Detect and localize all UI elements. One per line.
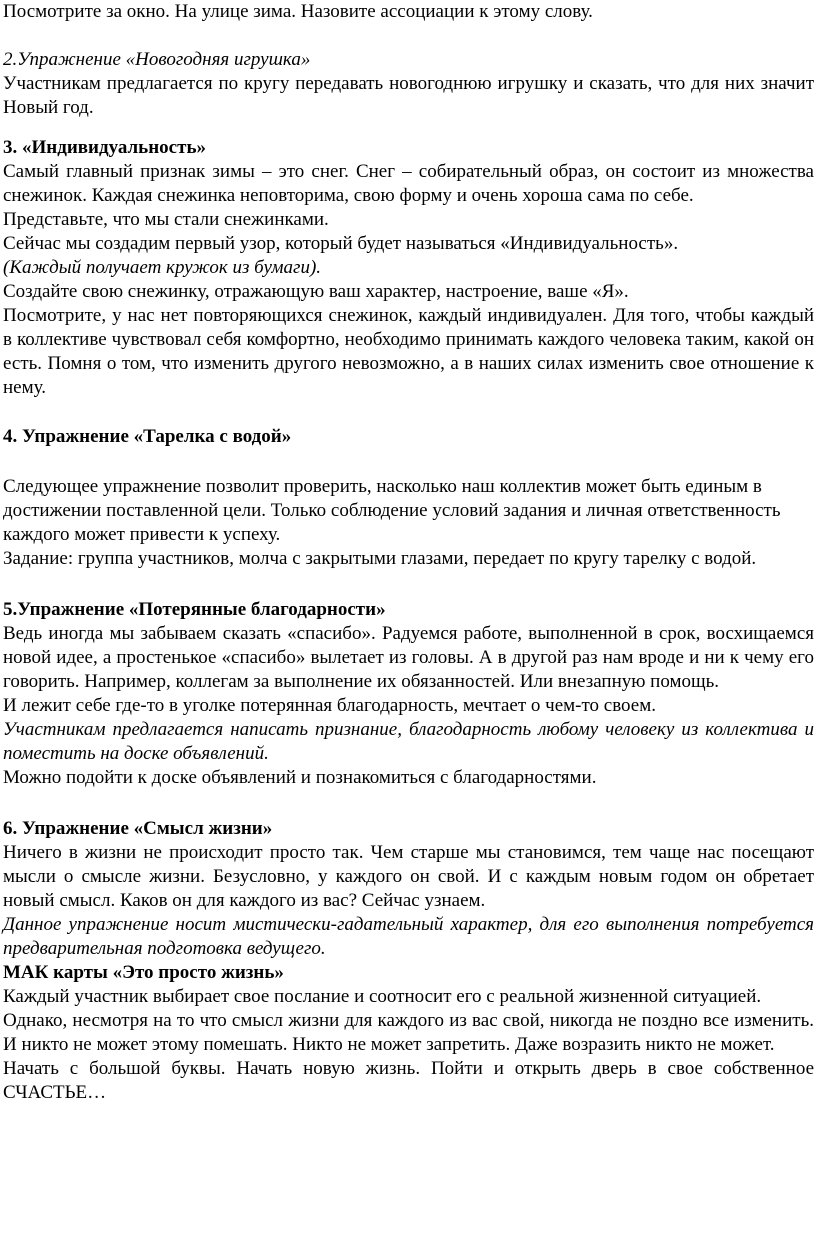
heading-exercise-2: 2.Упражнение «Новогодняя игрушка» bbox=[3, 49, 311, 70]
paragraph-exercise-6-1: Ничего в жизни не происходит просто так. Чем старше мы становимся, тем чаще нас посещают мысли о смысле жизни. Безусловно, у каждого он свой. И с каждым новым годом он обретает новый смысл. Каков он для каждого из вас? Сейчас узнаем. bbox=[3, 842, 814, 911]
paragraph-exercise-4-1: Следующее упражнение позволит проверить, насколько наш коллектив может быть единым в достижении поставленной цели. Только соблюдение условий задания и личная ответственность каждого может привести к успеху. bbox=[3, 476, 781, 545]
paragraph-mak-3: Начать с большой буквы. Начать новую жизнь. Пойти и открыть дверь в свое собственное СЧАСТЬЕ… bbox=[3, 1058, 814, 1103]
paragraph-mak-2: Однако, несмотря на то что смысл жизни для каждого из вас свой, никогда не поздно все изменить. И никто не может этому помешать. Никто не может запретить. Даже возразить никто не может. bbox=[3, 1010, 814, 1055]
heading-exercise-4: 4. Упражнение «Тарелка с водой» bbox=[3, 426, 292, 447]
heading-exercise-3: 3. «Индивидуальность» bbox=[3, 137, 206, 158]
paragraph-intro: Посмотрите за окно. На улице зима. Назовите ассоциации к этому слову. bbox=[3, 1, 593, 22]
heading-exercise-6: 6. Упражнение «Смысл жизни» bbox=[3, 818, 273, 839]
paragraph-exercise-5-1: Ведь иногда мы забываем сказать «спасибо». Радуемся работе, выполненной в срок, восхищаемся новой идее, а простенькое «спасибо» вылетает из головы. А в другой раз нам вроде и ни к чему его говорить. Например, коллегам за выполнение их обязанностей. Или внезапную помощь. bbox=[3, 623, 814, 692]
paragraph-exercise-4-2: Задание: группа участников, молча с закрытыми глазами, передает по кругу тарелку с водой. bbox=[3, 548, 757, 569]
paragraph-exercise-6-2: Данное упражнение носит мистически-гадательный характер, для его выполнения потребуется предварительная подготовка ведущего. bbox=[3, 914, 814, 959]
paragraph-mak-1: Каждый участник выбирает свое послание и соотносит его с реальной жизненной ситуацией. bbox=[3, 986, 762, 1007]
paragraph-exercise-3-5: Создайте свою снежинку, отражающую ваш характер, настроение, ваше «Я». bbox=[3, 281, 629, 302]
paragraph-exercise-3-3: Сейчас мы создадим первый узор, который будет называться «Индивидуальность». bbox=[3, 233, 679, 254]
paragraph-exercise-5-3: Участникам предлагается написать признание, благодарность любому человеку из коллектива и поместить на доске объявлений. bbox=[3, 719, 814, 764]
heading-exercise-5: 5.Упражнение «Потерянные благодарности» bbox=[3, 599, 386, 620]
paragraph-exercise-3-6: Посмотрите, у нас нет повторяющихся снежинок, каждый индивидуален. Для того, чтобы каждый в коллективе чувствовал себя комфортно, необходимо принимать каждого человека таким, какой он есть. Помня о том, что изменить другого невозможно, а в наших силах изменить свое отношение к нему. bbox=[3, 305, 814, 398]
heading-mak-cards: МАК карты «Это просто жизнь» bbox=[3, 962, 284, 983]
paragraph-exercise-3-2: Представьте, что мы стали снежинками. bbox=[3, 209, 329, 230]
paragraph-exercise-3-4: (Каждый получает кружок из бумаги). bbox=[3, 257, 322, 278]
paragraph-exercise-5-2: И лежит себе где-то в уголке потерянная благодарность, мечтает о чем-то своем. bbox=[3, 695, 656, 716]
paragraph-exercise-5-4: Можно подойти к доске объявлений и познакомиться с благодарностями. bbox=[3, 767, 597, 788]
paragraph-exercise-2: Участникам предлагается по кругу передавать новогоднюю игрушку и сказать, что для них значит Новый год. bbox=[3, 73, 814, 118]
paragraph-exercise-3-1: Самый главный признак зимы – это снег. Снег – собирательный образ, он состоит из множества снежинок. Каждая снежинка неповторима, свою форму и очень хороша сама по себе. bbox=[3, 161, 814, 206]
